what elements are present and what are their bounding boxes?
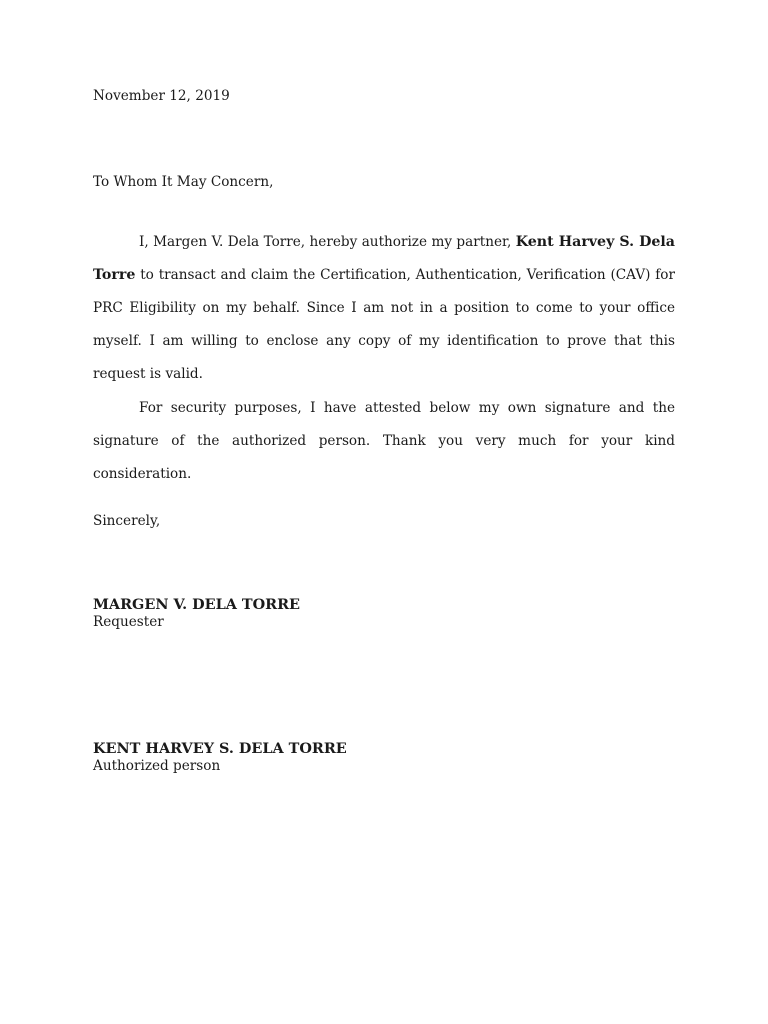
authorized-person-title: Authorized person — [93, 758, 221, 774]
letter-closing: Sincerely, — [93, 513, 161, 529]
requester-name: MARGEN V. DELA TORRE — [93, 596, 301, 613]
body-paragraph-2: For security purposes, I have attested below my own signature and the signature of the authorized person. Thank you very much for your kind consideration. — [93, 400, 675, 482]
authorized-person-name: KENT HARVEY S. DELA TORRE — [93, 740, 347, 757]
requester-title: Requester — [93, 614, 164, 630]
letter-salutation: To Whom It May Concern, — [93, 174, 274, 190]
paragraph-1-intro: I, Margen V. Dela Torre, hereby authorize my partner, — [139, 234, 516, 250]
body-paragraph-1 — [93, 226, 675, 391]
paragraph-1-rest: to transact and claim the Certification, Authentication, Verification (CAV) for PRC Eligibility on my behalf. Since I am not in a position to come to your office myself. I am willing to enclose any copy of my identification to prove that this request is valid. — [93, 267, 675, 382]
letter-date: November 12, 2019 — [93, 88, 230, 104]
authorized-person-inline: Kent Harvey S. Dela Torre — [93, 234, 675, 283]
